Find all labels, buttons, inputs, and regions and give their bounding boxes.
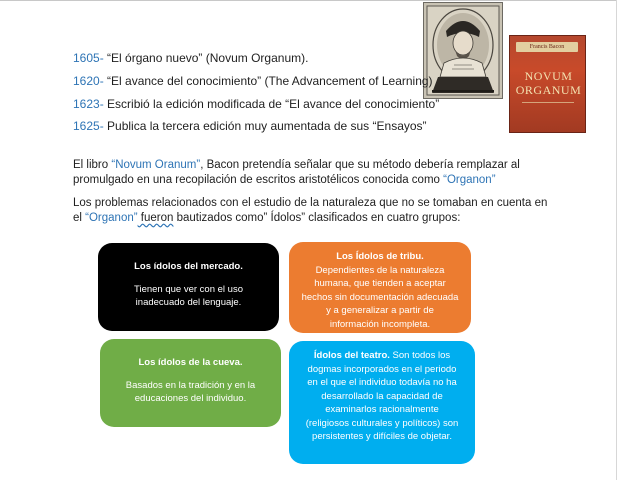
paragraph-novum-organum: [73, 158, 553, 188]
timeline-item-1625: [73, 119, 427, 133]
paragraph-text: Los problemas relacionados con el estudio de la naturaleza que no se tomaban en cuenta en el: [73, 197, 548, 224]
highlight-organon: “Organon”: [443, 174, 496, 186]
paragraph-text: El libro: [73, 159, 112, 171]
timeline-text: Escribió la edición modificada de “El avance del conocimiento”: [103, 97, 440, 111]
timeline-item-1605: [73, 51, 308, 65]
idol-box-teatro: [289, 341, 475, 464]
timeline-text: Publica la tercera edición muy aumentada de sus “Ensayos”: [103, 119, 427, 133]
novum-organum-book-cover: [509, 35, 586, 133]
paragraph-idols-intro: [73, 196, 553, 226]
idol-description: Tienen que ver con el uso inadecuado del lenguaje.: [134, 283, 243, 308]
idol-box-cueva: [100, 339, 281, 427]
book-decoration: [522, 102, 574, 129]
timeline-year: 1605-: [73, 51, 104, 65]
timeline-text: “El avance del conocimiento” (The Advancement of Learning): [103, 74, 433, 88]
book-title-line1: NOVUM: [524, 69, 573, 83]
book-title-line2: ORGANUM: [515, 83, 582, 97]
timeline-text: “El órgano nuevo” (Novum Organum).: [103, 51, 309, 65]
page-top-edge: [0, 0, 617, 1]
idol-box-mercado: [98, 243, 279, 331]
idol-title: Los ídolos de la cueva.: [138, 357, 243, 368]
highlight-novum-oranum: “Novum Oranum”: [111, 159, 201, 171]
idol-description: Dependientes de la naturaleza humana, que tienden a aceptar hechos sin documentación adecuada y a generalizar a partir de información incompleta.: [301, 264, 459, 330]
timeline-item-1620: [73, 74, 433, 88]
timeline-item-1623: [73, 97, 439, 111]
spellcheck-underlined-text: fueron: [137, 212, 174, 224]
idol-title: Los ídolos del mercado.: [134, 261, 243, 272]
book-author-plate: [516, 42, 578, 52]
paragraph-text: , Bacon pretendía señalar que su método debería remplazar al promulgado en una recopilación de escritos aristotélicos conocida como: [73, 159, 520, 186]
paragraph-text: bautizados como” Ídolos” clasificados en cuatro grupos:: [173, 212, 461, 224]
idol-description: Son todos los dogmas incorporados en el periodo en el que el individuo todavía no ha desarrollado la capacidad de examinarlos racionalmente (religiosos culturales y políticos) son persistentes y difíciles de objetar.: [305, 350, 459, 442]
timeline-year: 1623-: [73, 97, 104, 111]
timeline-year: 1625-: [73, 119, 104, 133]
idol-title: Ídolos del teatro.: [313, 350, 390, 361]
idol-description: Basados en la tradición y en la educaciones del individuo.: [125, 379, 256, 404]
bacon-portrait-image: [423, 2, 503, 99]
timeline-year: 1620-: [73, 74, 104, 88]
highlight-organon: “Organon”: [85, 212, 138, 224]
book-author: Francis Bacon: [529, 44, 565, 50]
idol-box-tribu: [289, 242, 471, 333]
idol-title: Los Ídolos de tribu.: [336, 251, 424, 262]
